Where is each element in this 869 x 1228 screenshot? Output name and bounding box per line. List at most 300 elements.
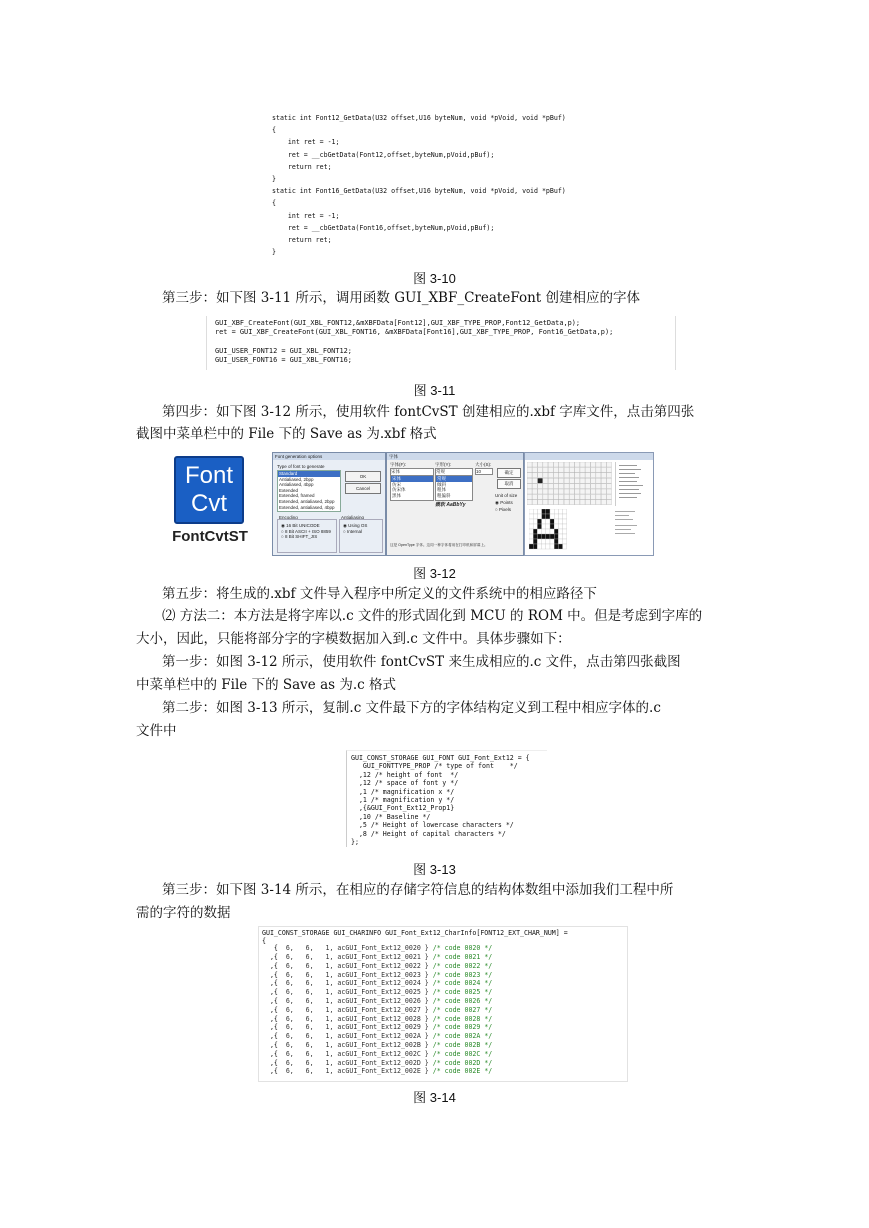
glyph-cell[interactable] <box>580 478 585 483</box>
glyph-pixel[interactable] <box>542 514 546 519</box>
glyph-cell[interactable] <box>532 494 537 499</box>
char-side-panel <box>615 462 652 506</box>
glyph-pixel[interactable] <box>558 534 562 539</box>
row-values: 6, 6, 1, acGUI_Font_Ext12_0022 } <box>285 961 433 970</box>
glyph-cell[interactable] <box>564 473 569 478</box>
glyph-pixel[interactable] <box>533 514 537 519</box>
glyph-pixel[interactable] <box>546 519 550 524</box>
glyph-pixel[interactable] <box>537 529 541 534</box>
glyph-cell[interactable] <box>596 462 601 467</box>
glyph-pixel[interactable] <box>533 519 537 524</box>
row-values: 6, 6, 1, acGUI_Font_Ext12_002C } <box>285 1049 433 1058</box>
glyph-cell[interactable] <box>575 500 580 505</box>
glyph-pixel[interactable] <box>537 544 541 549</box>
row-values: 6, 6, 1, acGUI_Font_Ext12_0025 } <box>285 988 433 997</box>
glyph-cell[interactable] <box>564 484 569 489</box>
code-figure-3-11 <box>206 316 676 370</box>
list-item[interactable]: 宋体 <box>391 476 433 482</box>
glyph-cell[interactable] <box>548 494 553 499</box>
list-item[interactable]: Antialiased, 4bpp <box>279 482 314 488</box>
glyph-pixel[interactable] <box>546 524 550 529</box>
glyph-pixel[interactable] <box>546 539 550 544</box>
font-size-field[interactable]: 10 <box>475 468 493 475</box>
glyph-cell[interactable] <box>585 484 590 489</box>
glyph-cell[interactable] <box>596 473 601 478</box>
glyph-pixel[interactable] <box>546 534 550 539</box>
row-values: 6, 6, 1, acGUI_Font_Ext12_002D } <box>285 1058 433 1067</box>
paragraph-step1-b-line1: 第一步：如图 3-12 所示，使用软件 fontCvST 来生成相应的.c 文件，点击第四张截图 <box>162 654 681 670</box>
row-comment: /* code 0025 */ <box>432 988 493 997</box>
glyph-cell[interactable] <box>601 467 606 472</box>
glyph-pixel[interactable] <box>558 539 562 544</box>
glyph-cell[interactable] <box>591 478 596 483</box>
unit-option-pixels[interactable]: ○ Pixels <box>495 507 511 512</box>
glyph-cell[interactable] <box>596 484 601 489</box>
glyph-cell[interactable] <box>532 473 537 478</box>
glyph-cell[interactable] <box>527 473 532 478</box>
glyph-cell[interactable] <box>596 500 601 505</box>
glyph-cell[interactable] <box>548 467 553 472</box>
glyph-cell[interactable] <box>580 462 585 467</box>
glyph-pixel-editor[interactable] <box>529 509 569 551</box>
glyph-cell[interactable] <box>543 467 548 472</box>
glyph-pixel[interactable] <box>554 509 558 514</box>
glyph-cell[interactable] <box>591 467 596 472</box>
logo-box <box>174 456 244 524</box>
glyph-cell[interactable] <box>559 467 564 472</box>
cancel-cn-button[interactable]: 取消 <box>497 479 521 489</box>
glyph-cell[interactable] <box>575 494 580 499</box>
glyph-pixel[interactable] <box>563 529 567 534</box>
code-row <box>259 971 627 980</box>
glyph-cell[interactable] <box>543 494 548 499</box>
glyph-pixel[interactable] <box>533 524 537 529</box>
glyph-pixel[interactable] <box>550 524 554 529</box>
list-item[interactable]: 粗偏斜 <box>437 492 451 498</box>
glyph-cell[interactable] <box>543 500 548 505</box>
glyph-pixel[interactable] <box>537 534 541 539</box>
row-comment: /* code 0022 */ <box>432 961 493 970</box>
row-values: 6, 6, 1, acGUI_Font_Ext12_0020 } <box>285 944 433 953</box>
code-row <box>259 944 627 953</box>
glyph-cell[interactable] <box>559 494 564 499</box>
font-label-style: 字形(Y): <box>435 462 452 467</box>
glyph-cell[interactable] <box>532 500 537 505</box>
glyph-cell[interactable] <box>607 467 612 472</box>
glyph-cell[interactable] <box>569 462 574 467</box>
glyph-cell[interactable] <box>548 462 553 467</box>
list-item[interactable]: ○ Internal <box>343 528 362 534</box>
glyph-cell[interactable] <box>527 478 532 483</box>
glyph-pixel[interactable] <box>537 539 541 544</box>
glyph-pixel[interactable] <box>529 534 533 539</box>
row-comment: /* code 002D */ <box>432 1058 493 1067</box>
code-line: ,1 /* magnification y */ <box>351 795 455 804</box>
code-line: ,1 /* magnification x */ <box>351 787 455 796</box>
type-label: Type of font to generate <box>277 464 325 469</box>
font-name-field[interactable]: 宋体 <box>390 468 434 476</box>
glyph-cell[interactable] <box>554 467 559 472</box>
glyph-cell[interactable] <box>559 478 564 483</box>
confirm-button[interactable]: 确定 <box>497 468 521 478</box>
code-block <box>347 751 547 849</box>
glyph-cell[interactable] <box>601 500 606 505</box>
glyph-pixel[interactable] <box>529 519 533 524</box>
glyph-pixel[interactable] <box>546 514 550 519</box>
glyph-pixel[interactable] <box>537 519 541 524</box>
glyph-cell[interactable] <box>585 467 590 472</box>
glyph-cell[interactable] <box>596 467 601 472</box>
glyph-pixel[interactable] <box>546 509 550 514</box>
glyph-cell[interactable] <box>580 484 585 489</box>
glyph-cell[interactable] <box>559 489 564 494</box>
glyph-pixel[interactable] <box>554 514 558 519</box>
list-item[interactable]: ◉ 16 Bit UNICODE <box>281 523 320 528</box>
code-line: ,{&GUI_Font_Ext12_Prop1} <box>351 804 455 813</box>
glyph-pixel[interactable] <box>563 544 567 549</box>
glyph-cell[interactable] <box>580 494 585 499</box>
glyph-cell[interactable] <box>591 462 596 467</box>
glyph-cell[interactable] <box>596 489 601 494</box>
glyph-cell[interactable] <box>543 484 548 489</box>
glyph-cell[interactable] <box>548 478 553 483</box>
code-row <box>259 1041 627 1050</box>
code-line: GUI_USER_FONT12 = GUI_XBL_FONT12; <box>215 346 352 355</box>
char-info-panel <box>613 509 651 551</box>
glyph-pixel[interactable] <box>550 509 554 514</box>
glyph-cell[interactable] <box>575 484 580 489</box>
glyph-cell[interactable] <box>601 489 606 494</box>
list-item[interactable]: Extended, antialiased, 4bpp <box>279 504 335 510</box>
glyph-pixel[interactable] <box>533 544 537 549</box>
glyph-cell[interactable] <box>543 478 548 483</box>
glyph-cell[interactable] <box>554 494 559 499</box>
code-line: GUI_CONST_STORAGE GUI_FONT GUI_Font_Ext12 = { <box>351 754 530 762</box>
list-item[interactable]: Extended, framed <box>279 493 315 499</box>
glyph-cell[interactable] <box>554 473 559 478</box>
code-row <box>259 1067 627 1076</box>
glyph-cell[interactable] <box>554 462 559 467</box>
glyph-pixel[interactable] <box>550 539 554 544</box>
row-lead: ,{ <box>262 1014 286 1023</box>
glyph-pixel[interactable] <box>550 519 554 524</box>
glyph-pixel[interactable] <box>537 524 541 529</box>
glyph-cell[interactable] <box>607 462 612 467</box>
glyph-pixel[interactable] <box>529 529 533 534</box>
glyph-pixel[interactable] <box>529 539 533 544</box>
ok-button[interactable]: OK <box>345 471 381 482</box>
glyph-cell[interactable] <box>569 500 574 505</box>
list-item[interactable]: ○ 8 Bit ASCII + ISO 8859 <box>281 528 331 534</box>
glyph-cell[interactable] <box>575 478 580 483</box>
caption-fig-3-11: 图 3-11 <box>413 383 456 398</box>
glyph-cell[interactable] <box>607 484 612 489</box>
glyph-cell[interactable] <box>532 489 537 494</box>
glyph-cell[interactable] <box>607 494 612 499</box>
list-item[interactable]: Antialiased, 2bpp <box>279 476 314 482</box>
glyph-cell[interactable] <box>607 500 612 505</box>
glyph-pixel[interactable] <box>542 539 546 544</box>
glyph-cell[interactable] <box>580 467 585 472</box>
glyph-pixel[interactable] <box>554 544 558 549</box>
glyph-cell[interactable] <box>564 462 569 467</box>
glyph-cell[interactable] <box>532 462 537 467</box>
glyph-cell[interactable] <box>596 494 601 499</box>
paragraph-step2-b-line2: 文件中 <box>136 723 177 739</box>
glyph-cell[interactable] <box>580 473 585 478</box>
glyph-pixel[interactable] <box>546 544 550 549</box>
caption-fig-3-12: 图 3-12 <box>413 566 456 581</box>
editor-titlebar <box>525 453 653 460</box>
glyph-cell[interactable] <box>554 500 559 505</box>
cancel-button[interactable]: Cancel <box>345 483 381 494</box>
glyph-cell[interactable] <box>601 462 606 467</box>
glyph-cell[interactable] <box>554 489 559 494</box>
glyph-cell[interactable] <box>591 494 596 499</box>
glyph-cell[interactable] <box>532 484 537 489</box>
glyph-cell[interactable] <box>559 500 564 505</box>
row-comment: /* code 0021 */ <box>432 952 493 961</box>
glyph-cell[interactable] <box>527 484 532 489</box>
glyph-cell[interactable] <box>591 473 596 478</box>
glyph-cell[interactable] <box>585 478 590 483</box>
glyph-cell[interactable] <box>538 500 543 505</box>
glyph-cell[interactable] <box>601 478 606 483</box>
glyph-pixel[interactable] <box>533 509 537 514</box>
glyph-cell[interactable] <box>548 489 553 494</box>
glyph-cell[interactable] <box>575 473 580 478</box>
glyph-cell[interactable] <box>569 494 574 499</box>
glyph-cell[interactable] <box>591 489 596 494</box>
glyph-cell[interactable] <box>538 484 543 489</box>
glyph-pixel[interactable] <box>558 509 562 514</box>
glyph-cell[interactable] <box>569 473 574 478</box>
row-lead: ,{ <box>262 988 286 997</box>
glyph-cell[interactable] <box>585 500 590 505</box>
glyph-cell[interactable] <box>543 489 548 494</box>
list-item[interactable]: 倾斜 <box>437 481 446 487</box>
glyph-cell[interactable] <box>569 489 574 494</box>
glyph-cell[interactable] <box>607 489 612 494</box>
glyph-pixel[interactable] <box>533 539 537 544</box>
list-item[interactable]: 仿宋 <box>392 481 401 487</box>
list-item[interactable]: Standard <box>278 471 340 477</box>
code-line <box>215 337 667 346</box>
glyph-pixel[interactable] <box>546 529 550 534</box>
list-item[interactable]: 常规 <box>436 476 472 482</box>
glyph-cell[interactable] <box>607 473 612 478</box>
glyph-pixel[interactable] <box>542 534 546 539</box>
glyph-pixel[interactable] <box>550 544 554 549</box>
glyph-cell[interactable] <box>527 462 532 467</box>
glyph-cell[interactable] <box>564 500 569 505</box>
list-item[interactable]: Extended, antialiased, 2bpp <box>279 498 335 504</box>
code-figure-3-14 <box>258 926 628 1082</box>
glyph-cell[interactable] <box>569 484 574 489</box>
glyph-cell[interactable] <box>538 489 543 494</box>
glyph-cell[interactable] <box>591 484 596 489</box>
code-header: GUI_CONST_STORAGE GUI_CHARINFO GUI_Font_Ext12_CharInfo[FONT12_EXT_CHAR_NUM] = <box>262 929 568 937</box>
code-block <box>268 108 608 262</box>
logo-line1: Font <box>184 462 234 489</box>
paragraph-method2-line2: 大小，因此，只能将部分字的字模数据加入到.c 文件中。具体步骤如下： <box>136 631 571 647</box>
glyph-pixel[interactable] <box>529 514 533 519</box>
glyph-cell[interactable] <box>591 500 596 505</box>
glyph-pixel[interactable] <box>537 509 541 514</box>
glyph-cell[interactable] <box>601 473 606 478</box>
row-lead: ,{ <box>262 1040 286 1049</box>
list-item[interactable]: Extended <box>279 487 299 493</box>
glyph-pixel[interactable] <box>529 524 533 529</box>
glyph-pixel[interactable] <box>542 529 546 534</box>
glyph-pixel[interactable] <box>563 524 567 529</box>
glyph-pixel[interactable] <box>563 539 567 544</box>
glyph-pixel[interactable] <box>554 539 558 544</box>
row-comment: /* code 002E */ <box>432 1067 493 1076</box>
list-item[interactable]: ○ 8 Bit SHIFT_JIS <box>281 534 318 540</box>
unit-option-points[interactable]: ◉ Points <box>495 500 513 505</box>
glyph-cell[interactable] <box>548 473 553 478</box>
glyph-pixel[interactable] <box>533 534 537 539</box>
list-item[interactable]: ◉ Using OS <box>343 523 368 528</box>
row-values: 6, 6, 1, acGUI_Font_Ext12_0027 } <box>285 1005 433 1014</box>
code-line: static int Font12_GetData(U32 offset,U16 byteNum, void *pVoid, void *pBuf) <box>272 114 566 122</box>
paragraph-step4-a-line1: 第四步：如下图 3-12 所示，使用软件 fontCvST 创建相应的.xbf 字库文件，点击第四张 <box>162 404 695 420</box>
glyph-cell[interactable] <box>580 500 585 505</box>
font-dialog-title: 字体 <box>387 453 523 460</box>
glyph-cell[interactable] <box>559 462 564 467</box>
font-generation-dialog <box>272 452 386 556</box>
glyph-pixel[interactable] <box>558 529 562 534</box>
code-row <box>259 1015 627 1024</box>
glyph-cell[interactable] <box>538 478 543 483</box>
glyph-cell[interactable] <box>527 467 532 472</box>
glyph-cell[interactable] <box>575 489 580 494</box>
glyph-cell[interactable] <box>538 494 543 499</box>
glyph-cell[interactable] <box>538 473 543 478</box>
code-row <box>259 988 627 997</box>
row-comment: /* code 0029 */ <box>432 1023 493 1032</box>
code-line: GUI_XBF_CreateFont(GUI_XBL_FONT12,&mXBFData[Font12],GUI_XBF_TYPE_PROP,Font12_GetData,p); <box>215 319 581 327</box>
glyph-cell[interactable] <box>607 478 612 483</box>
code-line: } <box>272 174 276 183</box>
row-values: 6, 6, 1, acGUI_Font_Ext12_002E } <box>285 1067 433 1076</box>
glyph-cell[interactable] <box>532 478 537 483</box>
antialias-label: Antialiasing <box>341 515 365 520</box>
font-style-list[interactable] <box>435 475 473 501</box>
glyph-pixel[interactable] <box>542 544 546 549</box>
glyph-pixel[interactable] <box>563 509 567 514</box>
code-line: ,5 /* Height of lowercase characters */ <box>351 821 514 830</box>
glyph-cell[interactable] <box>554 484 559 489</box>
list-item[interactable]: 粗体 <box>437 487 446 493</box>
glyph-cell[interactable] <box>569 478 574 483</box>
glyph-pixel[interactable] <box>554 529 558 534</box>
glyph-cell[interactable] <box>601 494 606 499</box>
glyph-cell[interactable] <box>575 467 580 472</box>
glyph-cell[interactable] <box>569 467 574 472</box>
glyph-cell[interactable] <box>559 484 564 489</box>
glyph-cell[interactable] <box>580 489 585 494</box>
glyph-cell[interactable] <box>596 478 601 483</box>
glyph-cell[interactable] <box>564 467 569 472</box>
glyph-cell[interactable] <box>585 494 590 499</box>
glyph-pixel[interactable] <box>558 519 562 524</box>
glyph-cell[interactable] <box>564 489 569 494</box>
code-row <box>259 997 627 1006</box>
glyph-pixel[interactable] <box>558 524 562 529</box>
glyph-pixel[interactable] <box>550 534 554 539</box>
glyph-cell[interactable] <box>575 462 580 467</box>
glyph-cell[interactable] <box>559 473 564 478</box>
caption-fig-3-10: 图 3-10 <box>413 271 456 286</box>
glyph-pixel[interactable] <box>563 534 567 539</box>
logo-line2: Cvt <box>191 490 227 517</box>
code-line: } <box>272 248 276 257</box>
glyph-cell[interactable] <box>543 473 548 478</box>
code-line: ,12 /* height of font */ <box>351 770 459 779</box>
glyph-pixel[interactable] <box>554 519 558 524</box>
row-lead: ,{ <box>262 1067 286 1076</box>
font-name-list[interactable] <box>390 475 434 501</box>
glyph-pixel[interactable] <box>563 514 567 519</box>
glyph-cell[interactable] <box>585 473 590 478</box>
glyph-pixel[interactable] <box>537 514 541 519</box>
glyph-pixel[interactable] <box>554 524 558 529</box>
list-item[interactable]: 黑体 <box>392 492 401 498</box>
row-comment: /* code 0027 */ <box>432 1005 493 1014</box>
glyph-cell[interactable] <box>527 494 532 499</box>
glyph-pixel[interactable] <box>542 519 546 524</box>
list-item[interactable]: 仿宋体 <box>392 487 406 493</box>
glyph-pixel[interactable] <box>542 509 546 514</box>
glyph-pixel[interactable] <box>554 534 558 539</box>
glyph-cell[interactable] <box>527 500 532 505</box>
glyph-cell[interactable] <box>538 462 543 467</box>
glyph-pixel[interactable] <box>558 544 562 549</box>
glyph-pixel[interactable] <box>550 514 554 519</box>
glyph-cell[interactable] <box>543 462 548 467</box>
row-values: 6, 6, 1, acGUI_Font_Ext12_0029 } <box>285 1023 433 1032</box>
glyph-cell[interactable] <box>554 478 559 483</box>
glyph-pixel[interactable] <box>550 529 554 534</box>
glyph-pixel[interactable] <box>558 514 562 519</box>
glyph-cell[interactable] <box>585 462 590 467</box>
code-line: ret = __cbGetData(Font12,offset,byteNum,pVoid,pBuf); <box>272 150 495 159</box>
glyph-cell[interactable] <box>548 500 553 505</box>
glyph-cell[interactable] <box>585 489 590 494</box>
glyph-cell[interactable] <box>527 489 532 494</box>
glyph-cell[interactable] <box>564 494 569 499</box>
glyph-pixel[interactable] <box>529 509 533 514</box>
glyph-cell[interactable] <box>601 484 606 489</box>
glyph-cell[interactable] <box>564 478 569 483</box>
glyph-pixel[interactable] <box>563 519 567 524</box>
code-block <box>207 316 675 368</box>
code-rows <box>259 944 627 1076</box>
unit-label: Unit of size <box>495 493 518 498</box>
type-list[interactable] <box>277 470 341 512</box>
glyph-pixel[interactable] <box>529 544 533 549</box>
glyph-cell[interactable] <box>532 467 537 472</box>
glyph-pixel[interactable] <box>533 529 537 534</box>
glyph-pixel[interactable] <box>542 524 546 529</box>
glyph-editor-window <box>524 452 654 556</box>
font-style-field[interactable]: 常规 <box>435 468 473 476</box>
glyph-cell[interactable] <box>548 484 553 489</box>
glyph-cell[interactable] <box>538 467 543 472</box>
row-lead: ,{ <box>262 961 286 970</box>
